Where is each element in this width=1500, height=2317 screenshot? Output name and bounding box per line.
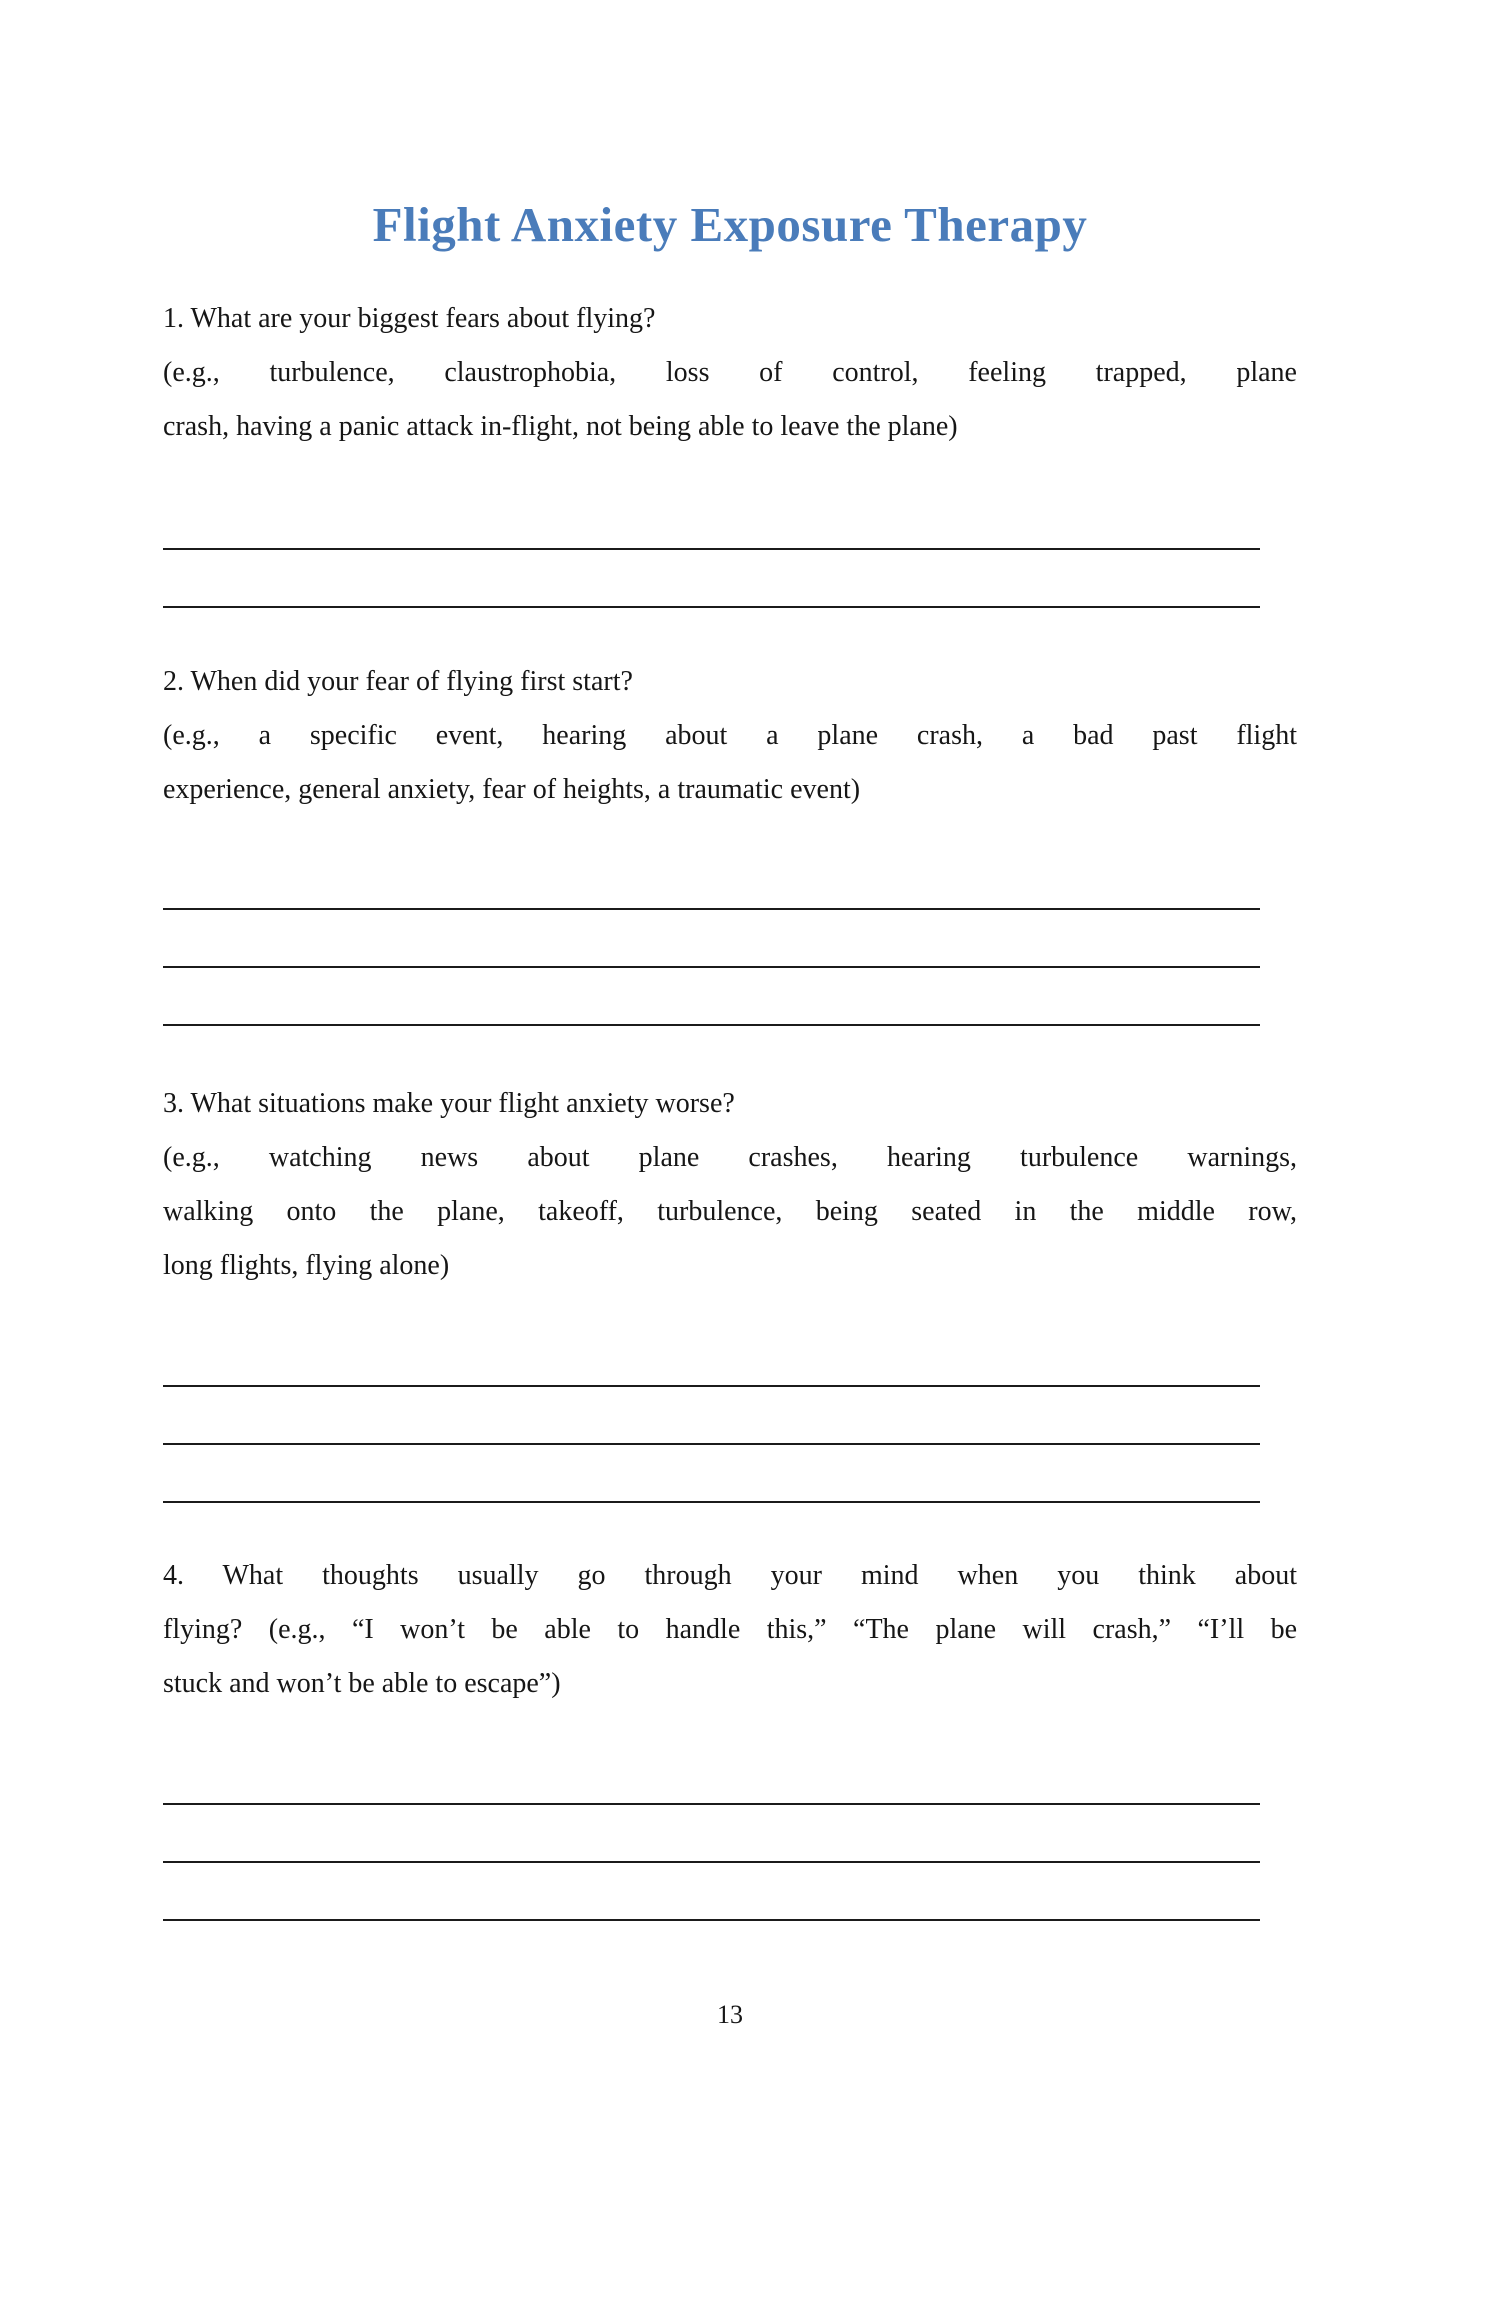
question-4-line-1: 4. What thoughts usually go through your mind when you think about <box>163 1560 1297 1591</box>
question-3-example-line-2: walking onto the plane, takeoff, turbulence, being seated in the middle row, <box>163 1196 1297 1227</box>
question-1 <box>163 292 1297 608</box>
answer-line <box>163 1501 1260 1503</box>
answer-line <box>163 1861 1260 1863</box>
question-3-example-line-1: (e.g., watching news about plane crashes, hearing turbulence warnings, <box>163 1142 1297 1173</box>
question-3-example-line-3: long flights, flying alone) <box>163 1250 450 1281</box>
question-4 <box>163 1549 1297 1921</box>
worksheet-page <box>0 196 1500 2035</box>
question-3-heading: 3. What situations make your flight anxiety worse? <box>163 1088 735 1119</box>
answer-line <box>163 1919 1260 1921</box>
answer-line <box>163 1024 1260 1026</box>
question-4-line-2: flying? (e.g., “I won’t be able to handle this,” “The plane will crash,” “I’ll be <box>163 1614 1297 1645</box>
question-2 <box>163 655 1297 1026</box>
question-4-line-3: stuck and won’t be able to escape”) <box>163 1668 561 1699</box>
answer-line <box>163 1443 1260 1445</box>
answer-line <box>163 606 1260 608</box>
question-1-example-line-1: (e.g., turbulence, claustrophobia, loss of control, feeling trapped, plane <box>163 357 1297 388</box>
question-2-example-line-2: experience, general anxiety, fear of heights, a traumatic event) <box>163 774 861 805</box>
answer-line <box>163 966 1260 968</box>
question-2-example-line-1: (e.g., a specific event, hearing about a plane crash, a bad past flight <box>163 720 1297 751</box>
page-title: Flight Anxiety Exposure Therapy <box>372 197 1088 252</box>
question-1-heading: 1. What are your biggest fears about flying? <box>163 303 656 334</box>
question-3 <box>163 1077 1297 1503</box>
answer-line <box>163 908 1260 910</box>
answer-line <box>163 1385 1260 1387</box>
question-1-example-line-2: crash, having a panic attack in-flight, not being able to leave the plane) <box>163 411 958 442</box>
answer-line <box>163 1803 1260 1805</box>
question-2-heading: 2. When did your fear of flying first start? <box>163 666 633 697</box>
page-number: 13 <box>717 2000 743 2029</box>
answer-line <box>163 548 1260 550</box>
